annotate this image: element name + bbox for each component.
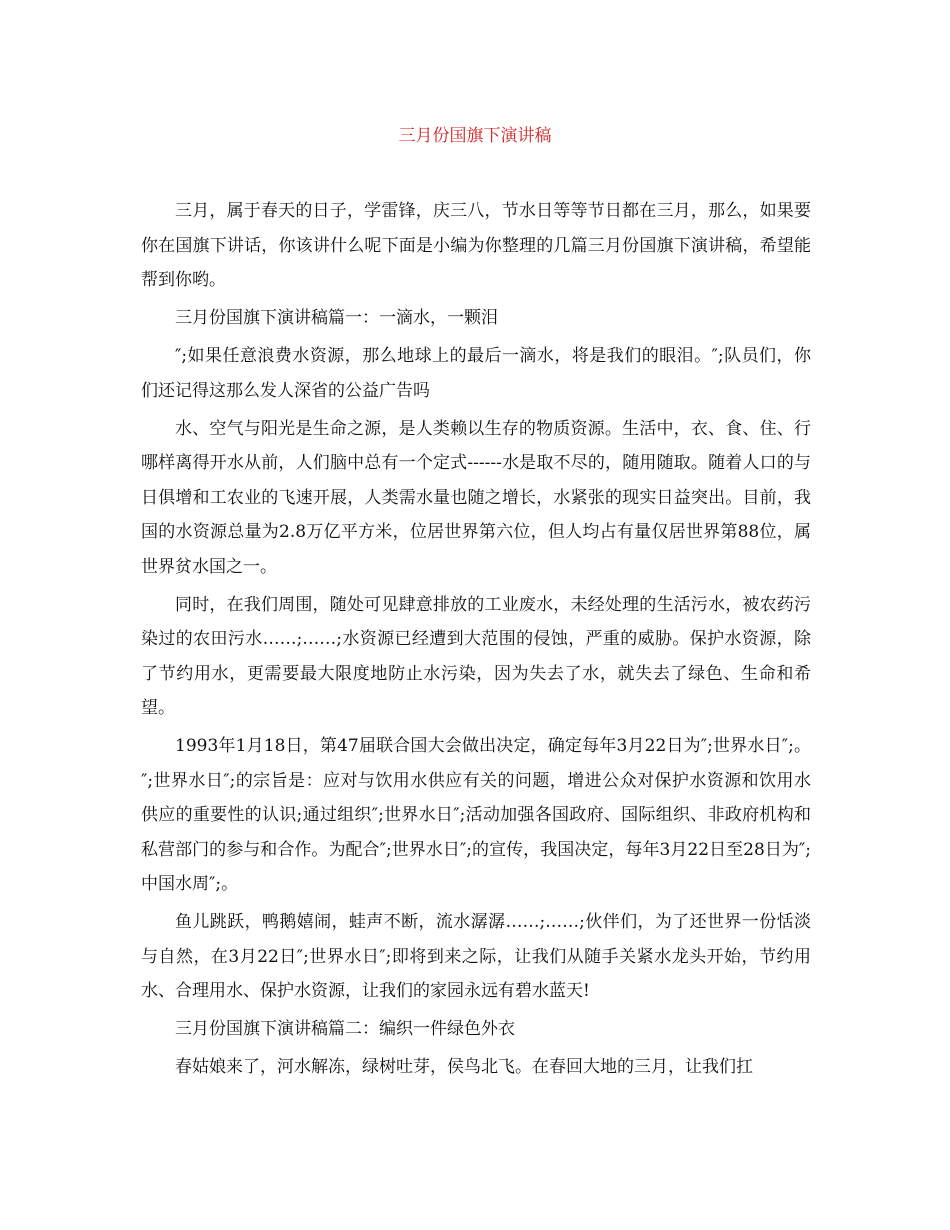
paragraph-intro: 三月，属于春天的日子，学雷锋，庆三八，节水日等等节日都在三月，那么，如果要你在国旗下讲话，你该讲什么呢下面是小编为你整理的几篇三月份国旗下演讲稿，希望能帮到你哟。 [141,201,811,290]
paragraph-call-to-action: 鱼儿跳跃，鸭鹅嬉闹，蛙声不断，流水潺潺……;……;伙伴们，为了还世界一份恬淡与自然，在3月22日″;世界水日″;即将到来之际，让我们从随手关紧水龙头开始，节约用水、合理用水、保护水资源，让我们的家园永远有碧水蓝天! [141,912,811,1001]
section-heading-1: 三月份国旗下演讲稿篇一：一滴水，一颗泪 [175,308,498,328]
paragraph-world-water-day: 1993年1月18日，第47届联合国大会做出决定，确定每年3月22日为″;世界水日″;。″;世界水日″;的宗旨是：应对与饮用水供应有关的问题，增进公众对保护水资源和饮用水供应的重要性的认识;通过组织″;世界水日″;活动加强各国政府、国际组织、非政府机构和私营部门的参与和合作。为配合″;世界水日″;的宣传，我国决定，每年3月22日至28日为″;中国水周″;。 [141,736,811,894]
paragraph-spring: 春姑娘来了，河水解冻，绿树吐芽，侯鸟北飞。在春回大地的三月，让我们扛 [175,1057,753,1077]
paragraph-quote: ″;如果任意浪费水资源，那么地球上的最后一滴水，将是我们的眼泪。″;队员们，你们还记得这那么发人深省的公益广告吗 [141,346,811,401]
document-title: 三月份国旗下演讲稿 [398,126,552,146]
section-heading-2: 三月份国旗下演讲稿篇二：编织一件绿色外衣 [175,1019,515,1039]
document-body [141,194,811,1088]
paragraph-pollution: 同时，在我们周围，随处可见肆意排放的工业废水，未经处理的生活污水，被农药污染过的农田污水……;……;水资源已经遭到大范围的侵蚀，严重的威胁。保护水资源，除了节约用水，更需要最大限度地防止水污染，因为失去了水，就失去了绿色、生命和希望。 [141,594,811,718]
paragraph-water-resources: 水、空气与阳光是生命之源，是人类赖以生存的物质资源。生活中，衣、食、住、行哪样离得开水从前，人们脑中总有一个定式------水是取不尽的，随用随取。随着人口的与日俱增和工农业的飞速开展，人类需水量也随之增长，水紧张的现实日益突出。目前，我国的水资源总量为2.8万亿平方米，位居世界第六位，但人均占有量仅居世界第88位，属世界贫水国之一。 [141,418,811,577]
